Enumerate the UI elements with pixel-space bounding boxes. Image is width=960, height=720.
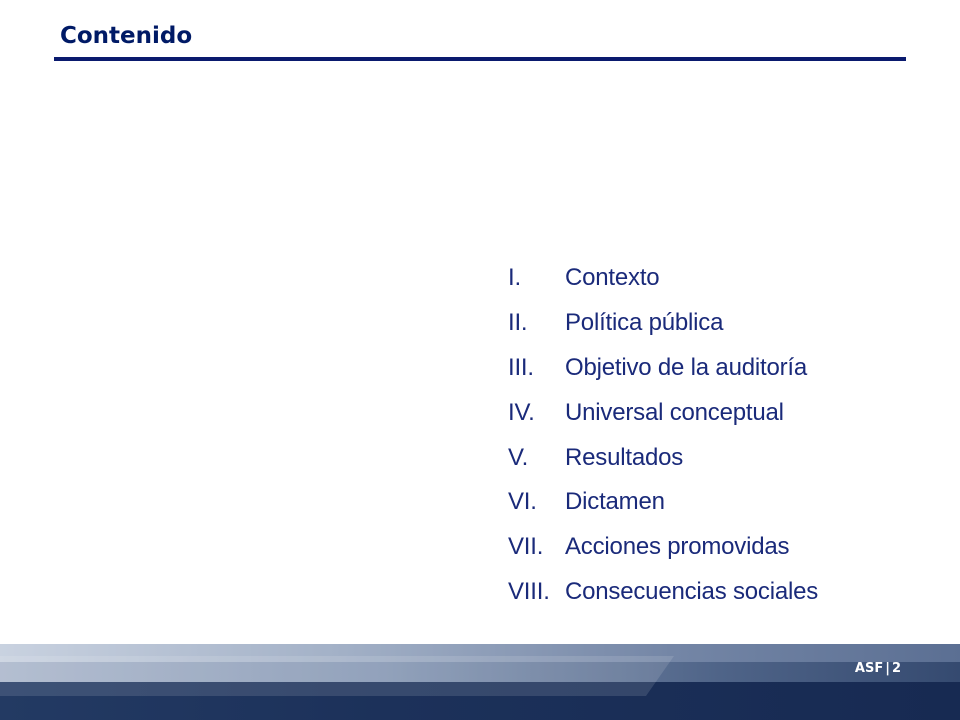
- toc-item: [508, 570, 818, 615]
- toc-item: [508, 525, 818, 570]
- toc-item-number: II.: [508, 309, 528, 337]
- toc-item-number: III.: [508, 353, 534, 381]
- toc-item-label: Acciones promovidas: [565, 533, 790, 561]
- toc-item-label: Contexto: [565, 264, 660, 292]
- title-divider: [54, 57, 906, 61]
- toc-item: [508, 346, 818, 391]
- toc-item: [508, 480, 818, 525]
- org-abbreviation: ASF: [854, 661, 884, 676]
- toc-item-number: I.: [508, 264, 521, 292]
- toc-item: [508, 435, 818, 480]
- page-separator: |: [885, 661, 890, 676]
- toc-item-number: VII.: [508, 533, 544, 561]
- slide-title: Contenido: [60, 23, 193, 49]
- footer-sheen: [0, 656, 674, 696]
- toc-item-label: Resultados: [565, 443, 684, 471]
- toc-item-label: Dictamen: [565, 488, 665, 516]
- toc-item-label: Consecuencias sociales: [565, 577, 819, 605]
- toc-item-number: IV.: [508, 398, 535, 426]
- toc-item-label: Objetivo de la auditoría: [565, 353, 808, 381]
- toc-item-number: VI.: [508, 488, 537, 516]
- toc-item: [508, 256, 818, 301]
- page-number-badge: [855, 661, 901, 676]
- toc-item-number: VIII.: [508, 577, 550, 605]
- page-number: 2: [891, 661, 901, 676]
- toc-item: [508, 390, 818, 435]
- toc-item-number: V.: [508, 443, 529, 471]
- toc-item-label: Universal conceptual: [565, 398, 784, 426]
- toc-item: [508, 301, 818, 346]
- table-of-contents: [508, 256, 818, 614]
- footer-band: [0, 644, 960, 720]
- toc-item-label: Política pública: [565, 309, 724, 337]
